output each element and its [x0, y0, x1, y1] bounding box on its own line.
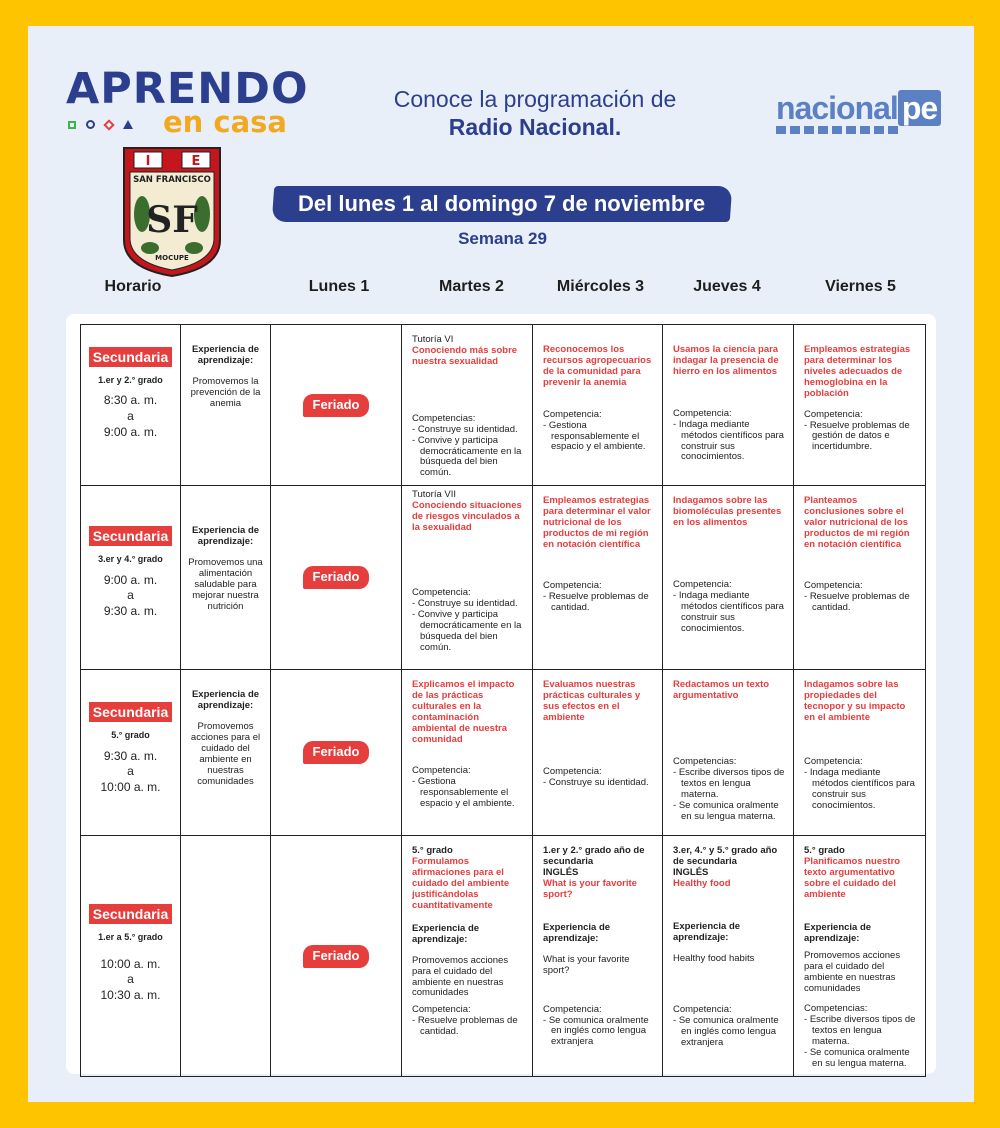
grade-line: 3.er, 4.° y 5.° grado año de secundaria — [673, 845, 778, 868]
tuesday-cell — [402, 836, 533, 1077]
competency-label: Competencia: — [804, 408, 863, 420]
session-title: Indagamos sobre las propiedades del tecnopor y su impacto en el ambiente — [804, 679, 906, 724]
competency-label: Competencia: — [543, 765, 602, 777]
thursday-cell — [663, 486, 794, 670]
competency-label: Competencia: — [412, 586, 471, 598]
col-header-horario: Horario — [104, 278, 162, 295]
thursday-cell — [663, 325, 794, 486]
competency-item: - Se comunica oralmente en su lengua materna. — [673, 801, 785, 823]
school-crest-icon — [120, 144, 224, 278]
nacional-underline — [776, 126, 901, 134]
level-badge: Secundaria — [89, 347, 172, 367]
friday-cell — [794, 325, 926, 486]
session-title: Redactamos un texto argumentativo — [673, 679, 770, 702]
competency-item: - Indaga mediante métodos científicos para construir sus conocimientos. — [673, 591, 785, 635]
experience-text: Promovemos acciones para el cuidado del ambiente en nuestras comunidades — [412, 954, 509, 999]
tutoria-label: Tutoría VII — [412, 489, 456, 501]
brand-suffix: pe — [898, 90, 941, 126]
holiday-badge: Feriado — [303, 566, 370, 589]
competency-item: - Escribe diversos tipos de textos en lengua materna. — [804, 1015, 917, 1048]
experience-text: What is your favorite sport? — [543, 953, 630, 976]
wednesday-cell — [533, 670, 663, 836]
wednesday-cell — [533, 836, 663, 1077]
crest-monogram: SF — [146, 199, 198, 241]
grade-label: 3.er y 4.° grado — [98, 554, 163, 565]
headline-line2: Radio Nacional. — [448, 113, 622, 140]
competency-item: - Resuelve problemas de cantidad. — [804, 592, 917, 614]
experience-cell — [181, 670, 271, 836]
time-cell — [81, 325, 181, 486]
competency-item: - Indaga mediante métodos científicos para construir sus conocimientos. — [673, 420, 785, 464]
holiday-badge: Feriado — [303, 741, 370, 764]
experience-title: Experiencia de aprendizaje: — [543, 921, 611, 944]
time-cell — [81, 670, 181, 836]
table-row — [81, 486, 926, 670]
session-title: Empleamos estrategias para determinar el valor nutricional de los productos de mi región en notación científica — [543, 495, 651, 550]
schedule-table — [80, 324, 926, 1077]
wednesday-cell — [533, 486, 663, 670]
session-title: Empleamos estrategias para determinar los niveles adecuados de hemoglobina en la población — [804, 344, 911, 399]
headline-line1: Conoce la programación de — [393, 86, 677, 112]
competency-label: Competencia: — [673, 407, 732, 419]
wednesday-cell — [533, 325, 663, 486]
grade-line: 1.er y 2.° grado año de secundaria — [543, 845, 645, 868]
grade-label: 5.° grado — [111, 730, 150, 741]
experience-text: Promovemos una alimentación saludable para mejorar nuestra nutrición — [188, 557, 263, 612]
competency-label: Competencia: — [543, 1003, 602, 1015]
competency-item: - Construye su identidad. — [412, 425, 524, 436]
end-time: 9:30 a. m. — [103, 603, 158, 618]
competency-item: - Convive y participa democráticamente en la búsqueda del bien común. — [412, 610, 524, 654]
tuesday-cell — [402, 486, 533, 670]
competency-item: - Construye su identidad. — [543, 778, 654, 789]
competency-label: Competencia: — [804, 755, 863, 767]
monday-cell — [271, 486, 402, 670]
session-title: Indagamos sobre las biomoléculas presentes en los alimentos — [673, 495, 782, 529]
competency-label: Competencias: — [673, 756, 737, 768]
competency-item: - Se comunica oralmente en inglés como lengua extranjera — [673, 1016, 785, 1049]
competency-item: - Se comunica oralmente en su lengua materna. — [804, 1048, 917, 1070]
brand-name: nacional — [776, 90, 898, 126]
logo-shapes-icon — [68, 120, 133, 129]
level-badge: Secundaria — [89, 526, 172, 546]
experience-text: Healthy food habits — [673, 952, 755, 964]
experience-title: Experiencia de aprendizaje: — [191, 525, 260, 548]
monday-cell — [271, 325, 402, 486]
competency-label: Competencia: — [673, 1003, 732, 1015]
friday-cell — [794, 486, 926, 670]
table-row — [81, 670, 926, 836]
competency-item: - Escribe diversos tipos de textos en lengua materna. — [673, 768, 785, 801]
crest-letter-i: I — [145, 154, 151, 169]
subject-label: INGLÉS — [543, 867, 579, 879]
grade-line: 5.° grado — [412, 845, 453, 857]
col-header-miercoles: Miércoles 3 — [556, 278, 645, 295]
experience-cell — [181, 325, 271, 486]
time-cell — [81, 486, 181, 670]
competency-label: Competencias: — [804, 1003, 868, 1015]
session-title: Conociendo situaciones de riesgos vinculados a la sexualidad — [412, 500, 522, 534]
subject-label: INGLÉS — [673, 867, 709, 879]
competency-item: - Indaga mediante métodos científicos para construir sus conocimientos. — [804, 768, 917, 812]
monday-cell — [271, 670, 402, 836]
end-time: 9:00 a. m. — [103, 424, 158, 439]
experience-title: Experiencia de aprendizaje: — [673, 920, 741, 943]
session-title: Explicamos el impacto de las prácticas culturales en la contaminación ambiental de nuestra comunidad — [412, 679, 515, 745]
experience-title: Experiencia de aprendizaje: — [804, 921, 872, 944]
tutoria-label: Tutoría VI — [412, 334, 454, 345]
table-row — [81, 325, 926, 486]
competency-label: Competencia: — [673, 579, 732, 591]
time-separator: a — [127, 409, 134, 424]
end-time: 10:00 a. m. — [100, 779, 161, 794]
crest-name: SAN FRANCISCO — [133, 175, 211, 185]
experience-text: Promovemos la prevención de la anemia — [190, 375, 261, 409]
schedule-card — [66, 314, 936, 1074]
session-title: Usamos la ciencia para indagar la presencia de hierro en los alimentos — [673, 344, 779, 377]
week-label: Semana 29 — [458, 229, 547, 248]
monday-cell — [271, 836, 402, 1077]
competency-label: Competencia: — [412, 764, 471, 776]
col-header-lunes: Lunes 1 — [308, 278, 370, 295]
level-badge: Secundaria — [89, 904, 172, 924]
grade-line: 5.° grado — [804, 845, 845, 857]
competency-item: - Gestiona responsablemente el espacio y el ambiente. — [543, 421, 654, 454]
grade-label: 1.er a 5.° grado — [98, 932, 163, 943]
crest-letter-e: E — [191, 154, 201, 169]
session-title: Planificamos nuestro texto argumentativo sobre el cuidado del ambiente — [804, 856, 901, 900]
experience-title: Experiencia de aprendizaje: — [191, 344, 260, 366]
time-cell — [81, 836, 181, 1077]
start-time: 9:00 a. m. — [103, 572, 158, 587]
competency-label: Competencias: — [412, 412, 476, 424]
competency-label: Competencia: — [543, 408, 602, 420]
time-separator: a — [127, 972, 134, 987]
competency-label: Competencia: — [804, 579, 863, 591]
friday-cell — [794, 836, 926, 1077]
competency-item: - Resuelve problemas de cantidad. — [412, 1016, 524, 1038]
competency-item: - Se comunica oralmente en inglés como lengua extranjera — [543, 1016, 654, 1049]
level-badge: Secundaria — [89, 702, 172, 722]
col-header-martes: Martes 2 — [439, 278, 504, 295]
session-title: Planteamos conclusiones sobre el valor nutricional de los productos de mi región en notación científica — [804, 495, 910, 550]
col-header-jueves: Jueves 4 — [693, 278, 761, 295]
session-title: Formulamos afirmaciones para el cuidado del ambiente justificándolas cuantitativamente — [412, 856, 510, 911]
start-time: 9:30 a. m. — [103, 748, 158, 763]
time-separator: a — [127, 764, 134, 779]
encasa-logo: en casa — [163, 105, 288, 139]
tuesday-cell — [402, 325, 533, 486]
holiday-badge: Feriado — [303, 394, 370, 417]
date-banner-text: Del lunes 1 al domingo 7 de noviembre — [298, 191, 706, 216]
competency-label: Competencia: — [543, 579, 602, 591]
competency-item: - Convive y participa democráticamente en la búsqueda del bien común. — [412, 436, 524, 480]
experience-cell — [181, 836, 271, 1077]
start-time: 10:00 a. m. — [100, 956, 161, 971]
session-title: Evaluamos nuestras prácticas culturales y sus efectos en el ambiente — [543, 679, 641, 724]
session-title: Healthy food — [673, 878, 731, 890]
date-banner — [272, 186, 733, 222]
session-title: What is your favorite sport? — [543, 878, 637, 900]
experience-title: Experiencia de aprendizaje: — [412, 922, 480, 945]
table-row — [81, 836, 926, 1077]
experience-cell — [181, 486, 271, 670]
session-title: Conociendo más sobre nuestra sexualidad — [412, 344, 518, 367]
session-title: Reconocemos los recursos agropecuarios de la comunidad para prevenir la anemia — [543, 344, 652, 388]
grade-label: 1.er y 2.° grado — [98, 375, 163, 386]
competency-item: - Resuelve problemas de gestión de datos e incertidumbre. — [804, 421, 917, 454]
end-time: 10:30 a. m. — [100, 987, 161, 1002]
thursday-cell — [663, 836, 794, 1077]
competency-item: - Gestiona responsablemente el espacio y el ambiente. — [412, 777, 524, 810]
competency-item: - Construye su identidad. — [412, 599, 524, 610]
nacional-logo — [776, 92, 941, 124]
time-separator: a — [127, 588, 134, 603]
tuesday-cell — [402, 670, 533, 836]
crest-place: MOCUPE — [155, 254, 189, 262]
experience-text: Promovemos acciones para el cuidado del ambiente en nuestras comunidades — [190, 721, 261, 787]
holiday-badge: Feriado — [303, 945, 370, 968]
experience-text: Promovemos acciones para el cuidado del ambiente en nuestras comunidades — [804, 949, 901, 994]
aprendo-text: APRENDO — [66, 64, 309, 114]
col-header-viernes: Viernes 5 — [825, 278, 896, 295]
thursday-cell — [663, 670, 794, 836]
competency-label: Competencia: — [412, 1004, 471, 1016]
friday-cell — [794, 670, 926, 836]
headline — [330, 86, 740, 141]
start-time: 8:30 a. m. — [103, 393, 158, 408]
competency-item: - Resuelve problemas de cantidad. — [543, 592, 654, 614]
experience-title: Experiencia de aprendizaje: — [191, 689, 260, 712]
